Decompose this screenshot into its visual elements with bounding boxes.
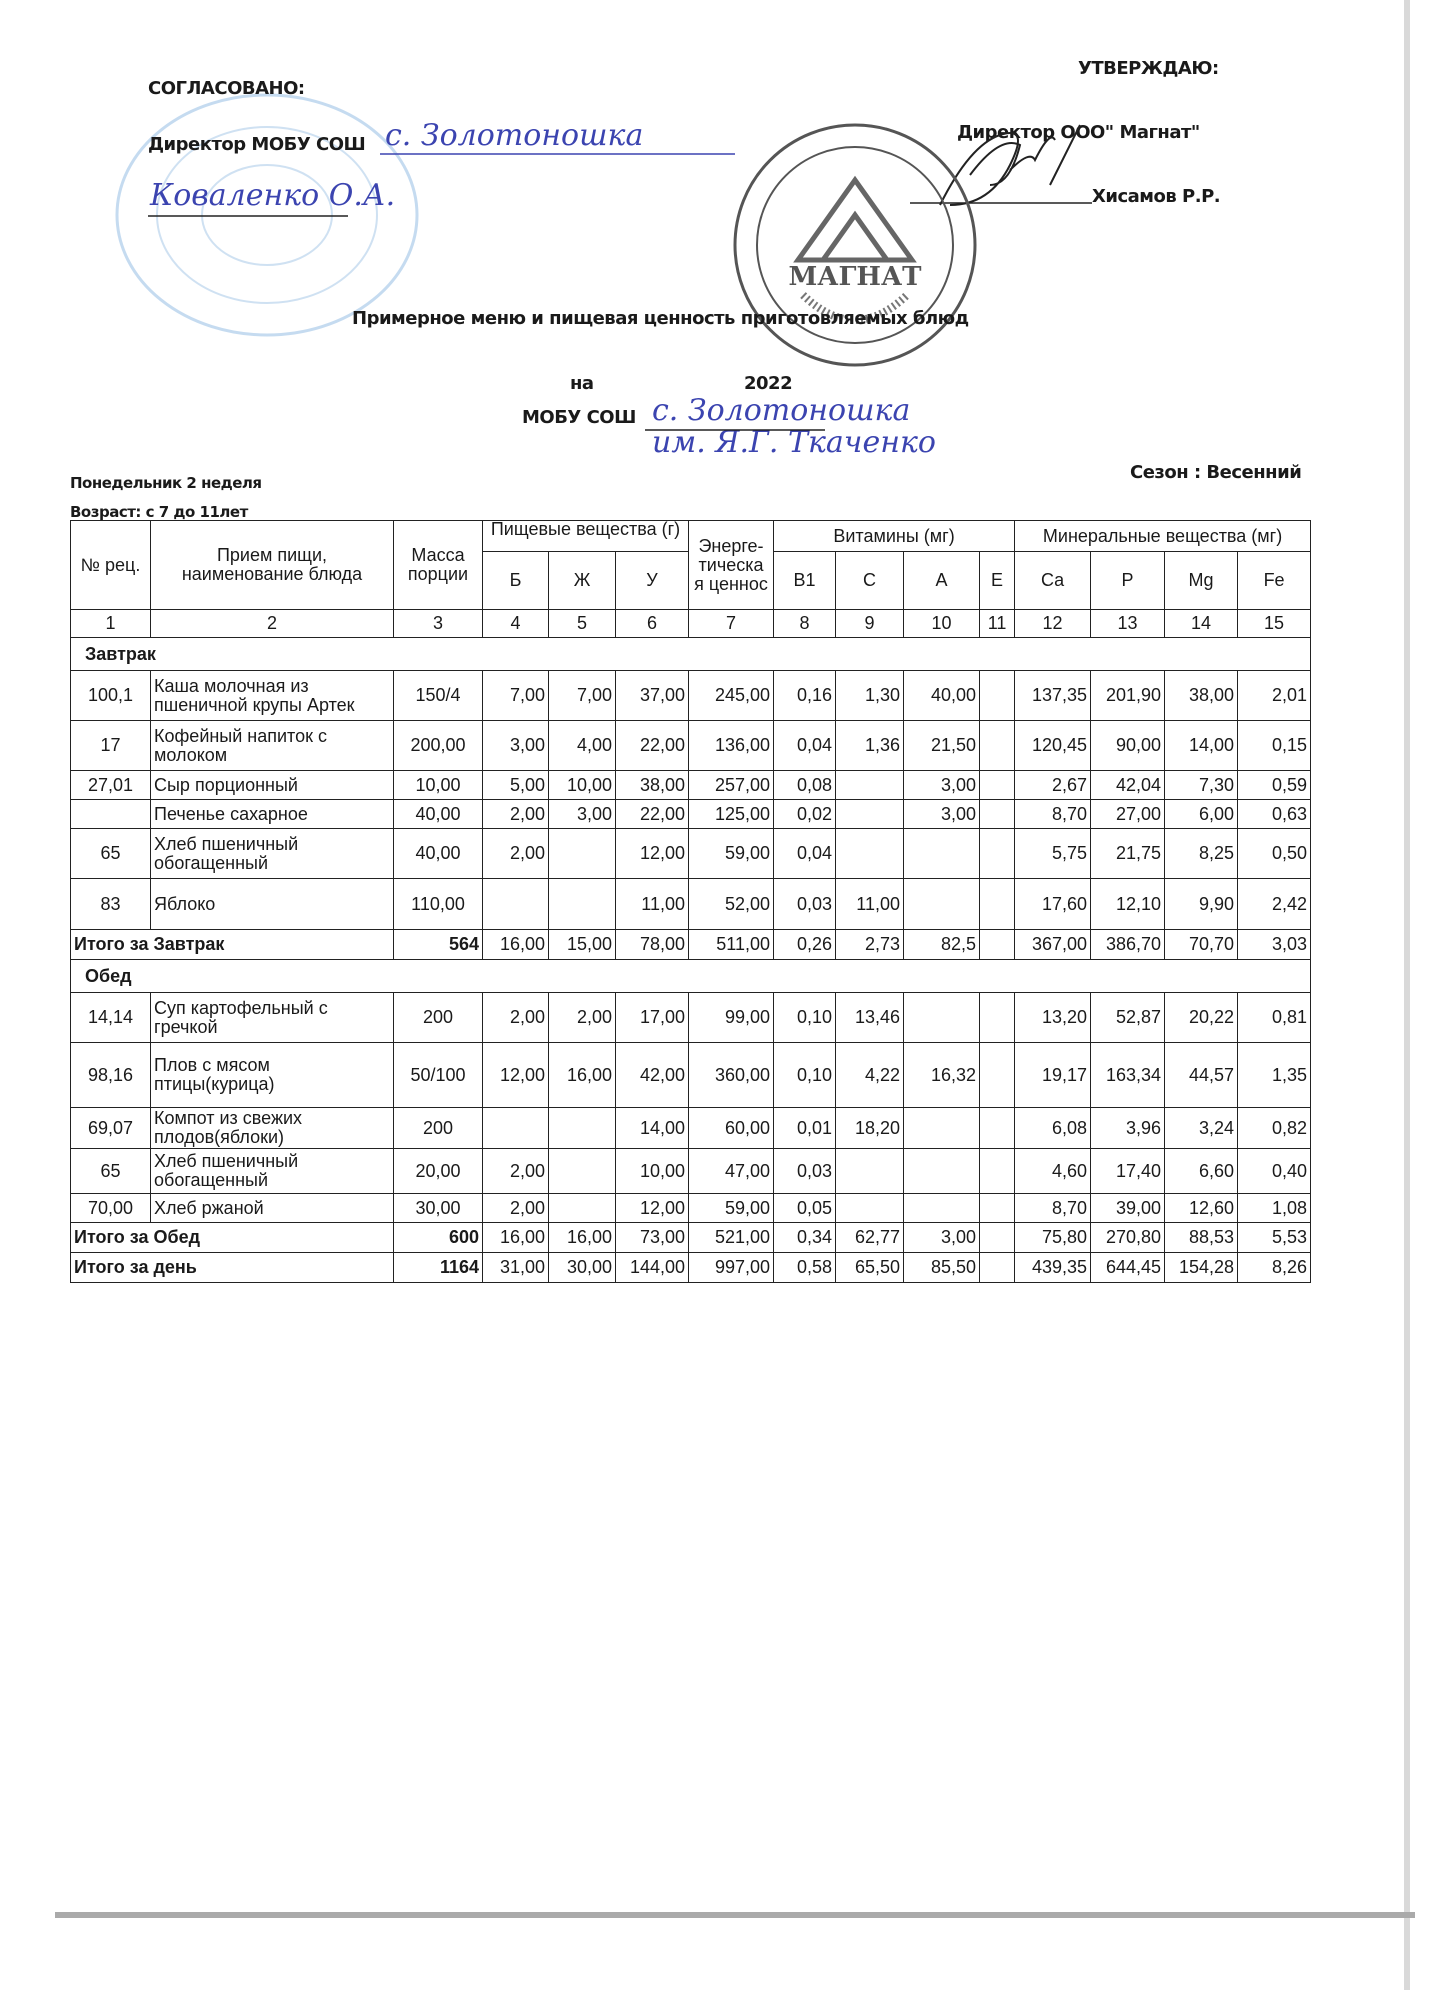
value-cell: 2,00 [483, 800, 549, 829]
value-cell: 12,60 [1165, 1194, 1238, 1223]
value-cell: 136,00 [689, 721, 774, 771]
column-number: 15 [1238, 610, 1311, 638]
total-label: Итого за день [71, 1253, 394, 1283]
value-cell [980, 829, 1015, 879]
value-cell: 200 [394, 1108, 483, 1149]
table-row [71, 829, 1311, 879]
value-cell [904, 879, 980, 930]
value-cell: 13,20 [1015, 993, 1091, 1043]
value-cell [549, 1194, 616, 1223]
header-sub-0: Б [483, 552, 549, 610]
header-sub-6: Е [980, 552, 1015, 610]
on-label: на [570, 373, 594, 394]
value-cell [980, 1194, 1015, 1223]
column-number: 2 [151, 610, 394, 638]
value-cell [836, 800, 904, 829]
value-cell: 17,60 [1015, 879, 1091, 930]
total-value: 16,00 [549, 1223, 616, 1253]
value-cell: 7,00 [483, 671, 549, 721]
value-cell: 0,81 [1238, 993, 1311, 1043]
value-cell: 42,00 [616, 1043, 689, 1108]
value-cell: 16,32 [904, 1043, 980, 1108]
column-number: 1 [71, 610, 151, 638]
value-cell: 27,00 [1091, 800, 1165, 829]
value-cell [549, 1149, 616, 1194]
value-cell: 201,90 [1091, 671, 1165, 721]
header-sub-1: Ж [549, 552, 616, 610]
dish-name: Сыр порционный [151, 771, 394, 800]
value-cell: 12,00 [616, 829, 689, 879]
column-number: 3 [394, 610, 483, 638]
value-cell: 3,00 [483, 721, 549, 771]
total-value: 15,00 [549, 930, 616, 960]
value-cell: 20,22 [1165, 993, 1238, 1043]
value-cell: 0,04 [774, 829, 836, 879]
handwritten-director-name: Коваленко О.А. [150, 178, 396, 213]
dish-name: Кофейный напиток с молоком [151, 721, 394, 771]
column-number: 4 [483, 610, 549, 638]
value-cell: 5,00 [483, 771, 549, 800]
header-energy: Энерге-тическа я ценнос [689, 521, 774, 610]
value-cell: 8,70 [1015, 1194, 1091, 1223]
dish-name: Хлеб пшеничный обогащенный [151, 1149, 394, 1194]
table-row [71, 671, 1311, 721]
value-cell: 3,00 [904, 771, 980, 800]
recipe-number: 69,07 [71, 1108, 151, 1149]
value-cell: 99,00 [689, 993, 774, 1043]
total-value: 521,00 [689, 1223, 774, 1253]
value-cell: 0,40 [1238, 1149, 1311, 1194]
section-row [71, 638, 1311, 671]
total-value: 5,53 [1238, 1223, 1311, 1253]
value-cell: 42,04 [1091, 771, 1165, 800]
total-value: 386,70 [1091, 930, 1165, 960]
value-cell: 50/100 [394, 1043, 483, 1108]
value-cell: 22,00 [616, 800, 689, 829]
season-label: Сезон : Весенний [1130, 462, 1302, 483]
dish-name: Суп картофельный с гречкой [151, 993, 394, 1043]
value-cell: 2,00 [483, 1194, 549, 1223]
value-cell [836, 771, 904, 800]
table-row [71, 800, 1311, 829]
section-total-row [71, 1223, 1311, 1253]
value-cell: 0,03 [774, 879, 836, 930]
total-value: 270,80 [1091, 1223, 1165, 1253]
value-cell: 125,00 [689, 800, 774, 829]
column-number: 12 [1015, 610, 1091, 638]
header-sub-2: У [616, 552, 689, 610]
value-cell: 257,00 [689, 771, 774, 800]
value-cell [549, 829, 616, 879]
value-cell: 12,10 [1091, 879, 1165, 930]
total-value: 644,45 [1091, 1253, 1165, 1283]
value-cell: 12,00 [616, 1194, 689, 1223]
recipe-number: 14,14 [71, 993, 151, 1043]
total-value: 2,73 [836, 930, 904, 960]
total-value: 3,03 [1238, 930, 1311, 960]
value-cell: 18,20 [836, 1108, 904, 1149]
value-cell: 0,16 [774, 671, 836, 721]
value-cell: 0,08 [774, 771, 836, 800]
handwritten-school-name: с. Золотоношка [385, 118, 644, 153]
column-number: 14 [1165, 610, 1238, 638]
total-value [980, 1253, 1015, 1283]
value-cell [980, 721, 1015, 771]
section-title: Обед [71, 960, 1311, 993]
value-cell: 120,45 [1015, 721, 1091, 771]
value-cell: 0,82 [1238, 1108, 1311, 1149]
value-cell: 60,00 [689, 1108, 774, 1149]
value-cell: 8,25 [1165, 829, 1238, 879]
header-mass: Масса порции [394, 521, 483, 610]
scan-bottom-edge [55, 1912, 1415, 1918]
table-row [71, 771, 1311, 800]
menu-table [70, 520, 1311, 1283]
value-cell: 200 [394, 993, 483, 1043]
value-cell: 17,00 [616, 993, 689, 1043]
total-value: 367,00 [1015, 930, 1091, 960]
school-director-label: Директор МОБУ СОШ [148, 134, 366, 155]
header-sub-7: Са [1015, 552, 1091, 610]
total-value [980, 930, 1015, 960]
value-cell: 30,00 [394, 1194, 483, 1223]
value-cell: 2,42 [1238, 879, 1311, 930]
dish-name: Компот из свежих плодов(яблоки) [151, 1108, 394, 1149]
recipe-number: 65 [71, 829, 151, 879]
day-total-row [71, 1253, 1311, 1283]
value-cell: 21,75 [1091, 829, 1165, 879]
recipe-number [71, 800, 151, 829]
total-value: 30,00 [549, 1253, 616, 1283]
total-value: 154,28 [1165, 1253, 1238, 1283]
value-cell [980, 879, 1015, 930]
header-sub-10: Fe [1238, 552, 1311, 610]
school-full-underline [645, 426, 835, 434]
value-cell: 0,05 [774, 1194, 836, 1223]
document-title: Примерное меню и пищевая ценность приготовляемых блюд [352, 308, 969, 329]
value-cell [836, 1149, 904, 1194]
value-cell [980, 1108, 1015, 1149]
value-cell: 163,34 [1091, 1043, 1165, 1108]
table-row [71, 1149, 1311, 1194]
total-value: 3,00 [904, 1223, 980, 1253]
value-cell: 3,00 [904, 800, 980, 829]
value-cell: 245,00 [689, 671, 774, 721]
value-cell: 1,35 [1238, 1043, 1311, 1108]
value-cell: 10,00 [394, 771, 483, 800]
value-cell [549, 1108, 616, 1149]
value-cell: 7,30 [1165, 771, 1238, 800]
value-cell: 11,00 [836, 879, 904, 930]
value-cell: 14,00 [616, 1108, 689, 1149]
total-value: 88,53 [1165, 1223, 1238, 1253]
value-cell: 38,00 [1165, 671, 1238, 721]
value-cell: 16,00 [549, 1043, 616, 1108]
value-cell [483, 1108, 549, 1149]
value-cell: 37,00 [616, 671, 689, 721]
total-value: 62,77 [836, 1223, 904, 1253]
total-value: 1164 [394, 1253, 483, 1283]
value-cell: 13,46 [836, 993, 904, 1043]
value-cell: 150/4 [394, 671, 483, 721]
total-value: 65,50 [836, 1253, 904, 1283]
approved-label: СОГЛАСОВАНО: [148, 78, 305, 99]
recipe-number: 100,1 [71, 671, 151, 721]
value-cell [980, 671, 1015, 721]
total-value [980, 1223, 1015, 1253]
column-number: 13 [1091, 610, 1165, 638]
dish-name: Хлеб пшеничный обогащенный [151, 829, 394, 879]
total-value: 16,00 [483, 930, 549, 960]
value-cell: 1,08 [1238, 1194, 1311, 1223]
recipe-number: 70,00 [71, 1194, 151, 1223]
value-cell: 4,00 [549, 721, 616, 771]
value-cell: 0,63 [1238, 800, 1311, 829]
total-value: 8,26 [1238, 1253, 1311, 1283]
column-number: 8 [774, 610, 836, 638]
value-cell: 0,10 [774, 1043, 836, 1108]
recipe-number: 17 [71, 721, 151, 771]
section-total-row [71, 930, 1311, 960]
value-cell [549, 879, 616, 930]
total-value: 16,00 [483, 1223, 549, 1253]
total-value: 73,00 [616, 1223, 689, 1253]
total-value: 70,70 [1165, 930, 1238, 960]
value-cell: 2,00 [549, 993, 616, 1043]
value-cell: 38,00 [616, 771, 689, 800]
section-row [71, 960, 1311, 993]
value-cell: 6,60 [1165, 1149, 1238, 1194]
total-value: 0,34 [774, 1223, 836, 1253]
value-cell: 12,00 [483, 1043, 549, 1108]
value-cell: 21,50 [904, 721, 980, 771]
table-row [71, 879, 1311, 930]
column-number: 10 [904, 610, 980, 638]
dish-name: Каша молочная из пшеничной крупы Артек [151, 671, 394, 721]
table-row [71, 1194, 1311, 1223]
column-number: 11 [980, 610, 1015, 638]
approve-label: УТВЕРЖДАЮ: [1078, 58, 1219, 79]
total-label: Итого за Обед [71, 1223, 394, 1253]
year: 2022 [744, 373, 793, 394]
school-label: МОБУ СОШ [522, 407, 636, 428]
value-cell: 22,00 [616, 721, 689, 771]
value-cell: 17,40 [1091, 1149, 1165, 1194]
value-cell: 20,00 [394, 1149, 483, 1194]
value-cell: 8,70 [1015, 800, 1091, 829]
total-value: 0,58 [774, 1253, 836, 1283]
value-cell: 0,59 [1238, 771, 1311, 800]
value-cell: 6,00 [1165, 800, 1238, 829]
value-cell: 3,24 [1165, 1108, 1238, 1149]
dish-name: Плов с мясом птицы(курица) [151, 1043, 394, 1108]
value-cell: 40,00 [904, 671, 980, 721]
value-cell: 52,87 [1091, 993, 1165, 1043]
value-cell: 0,01 [774, 1108, 836, 1149]
value-cell: 52,00 [689, 879, 774, 930]
header-sub-4: С [836, 552, 904, 610]
value-cell [483, 879, 549, 930]
table-row [71, 993, 1311, 1043]
dish-name: Печенье сахарное [151, 800, 394, 829]
value-cell: 2,00 [483, 829, 549, 879]
table-row [71, 721, 1311, 771]
value-cell: 2,01 [1238, 671, 1311, 721]
total-value: 511,00 [689, 930, 774, 960]
value-cell: 40,00 [394, 800, 483, 829]
recipe-number: 27,01 [71, 771, 151, 800]
header-sub-5: А [904, 552, 980, 610]
value-cell: 59,00 [689, 829, 774, 879]
header-sub-3: В1 [774, 552, 836, 610]
value-cell: 2,67 [1015, 771, 1091, 800]
value-cell: 4,60 [1015, 1149, 1091, 1194]
table-row [71, 1108, 1311, 1149]
value-cell: 90,00 [1091, 721, 1165, 771]
value-cell: 5,75 [1015, 829, 1091, 879]
value-cell [836, 1194, 904, 1223]
value-cell: 3,96 [1091, 1108, 1165, 1149]
age-label: Возраст: с 7 до 11лет [70, 503, 248, 521]
value-cell: 40,00 [394, 829, 483, 879]
total-value: 85,50 [904, 1253, 980, 1283]
value-cell: 0,15 [1238, 721, 1311, 771]
dish-name: Яблоко [151, 879, 394, 930]
company-director-label: Директор ООО" Магнат" [957, 122, 1200, 143]
director-name-underline [148, 212, 358, 220]
section-title: Завтрак [71, 638, 1311, 671]
value-cell [980, 1043, 1015, 1108]
value-cell: 10,00 [616, 1149, 689, 1194]
company-stamp [728, 120, 983, 370]
value-cell: 9,90 [1165, 879, 1238, 930]
total-label: Итого за Завтрак [71, 930, 394, 960]
value-cell: 7,00 [549, 671, 616, 721]
value-cell: 44,57 [1165, 1043, 1238, 1108]
value-cell [904, 829, 980, 879]
value-cell: 200,00 [394, 721, 483, 771]
value-cell: 3,00 [549, 800, 616, 829]
header-meal: Прием пищи, наименование блюда [151, 521, 394, 610]
header-sub-9: Mg [1165, 552, 1238, 610]
column-number: 9 [836, 610, 904, 638]
value-cell: 6,08 [1015, 1108, 1091, 1149]
value-cell: 0,50 [1238, 829, 1311, 879]
value-cell: 11,00 [616, 879, 689, 930]
value-cell: 0,03 [774, 1149, 836, 1194]
value-cell: 1,36 [836, 721, 904, 771]
value-cell: 39,00 [1091, 1194, 1165, 1223]
svg-text:МАГНАТ: МАГНАТ [788, 262, 922, 292]
header-nutrients: Пищевые вещества (г) [483, 521, 689, 552]
value-cell [904, 993, 980, 1043]
value-cell [980, 993, 1015, 1043]
total-value: 600 [394, 1223, 483, 1253]
value-cell: 360,00 [689, 1043, 774, 1108]
total-value: 75,80 [1015, 1223, 1091, 1253]
value-cell: 14,00 [1165, 721, 1238, 771]
value-cell [980, 771, 1015, 800]
school-name-underline [380, 150, 740, 160]
header-minerals: Минеральные вещества (мг) [1015, 521, 1311, 552]
recipe-number: 65 [71, 1149, 151, 1194]
table-row [71, 1043, 1311, 1108]
value-cell [904, 1149, 980, 1194]
value-cell [980, 1149, 1015, 1194]
total-value: 31,00 [483, 1253, 549, 1283]
value-cell [980, 800, 1015, 829]
value-cell [904, 1108, 980, 1149]
value-cell [904, 1194, 980, 1223]
value-cell: 137,35 [1015, 671, 1091, 721]
value-cell: 2,00 [483, 993, 549, 1043]
value-cell: 110,00 [394, 879, 483, 930]
value-cell: 10,00 [549, 771, 616, 800]
header-rec: № рец. [71, 521, 151, 610]
company-director-name: Хисамов Р.Р. [1092, 186, 1221, 207]
column-number: 7 [689, 610, 774, 638]
value-cell: 59,00 [689, 1194, 774, 1223]
column-number: 6 [616, 610, 689, 638]
recipe-number: 83 [71, 879, 151, 930]
scan-edge [1404, 0, 1410, 1990]
value-cell: 47,00 [689, 1149, 774, 1194]
value-cell: 1,30 [836, 671, 904, 721]
recipe-number: 98,16 [71, 1043, 151, 1108]
value-cell: 4,22 [836, 1043, 904, 1108]
value-cell: 0,04 [774, 721, 836, 771]
column-number: 5 [549, 610, 616, 638]
day-label: Понедельник 2 неделя [70, 474, 262, 492]
total-value: 144,00 [616, 1253, 689, 1283]
handwritten-school-full: с. Золотоношка им. Я.Г. Ткаченко [652, 393, 936, 460]
total-value: 997,00 [689, 1253, 774, 1283]
dish-name: Хлеб ржаной [151, 1194, 394, 1223]
value-cell: 0,10 [774, 993, 836, 1043]
total-value: 78,00 [616, 930, 689, 960]
total-value: 439,35 [1015, 1253, 1091, 1283]
value-cell [836, 829, 904, 879]
value-cell: 2,00 [483, 1149, 549, 1194]
value-cell: 19,17 [1015, 1043, 1091, 1108]
total-value: 564 [394, 930, 483, 960]
total-value: 82,5 [904, 930, 980, 960]
header-sub-8: Р [1091, 552, 1165, 610]
header-vitamins: Витамины (мг) [774, 521, 1015, 552]
value-cell: 0,02 [774, 800, 836, 829]
total-value: 0,26 [774, 930, 836, 960]
